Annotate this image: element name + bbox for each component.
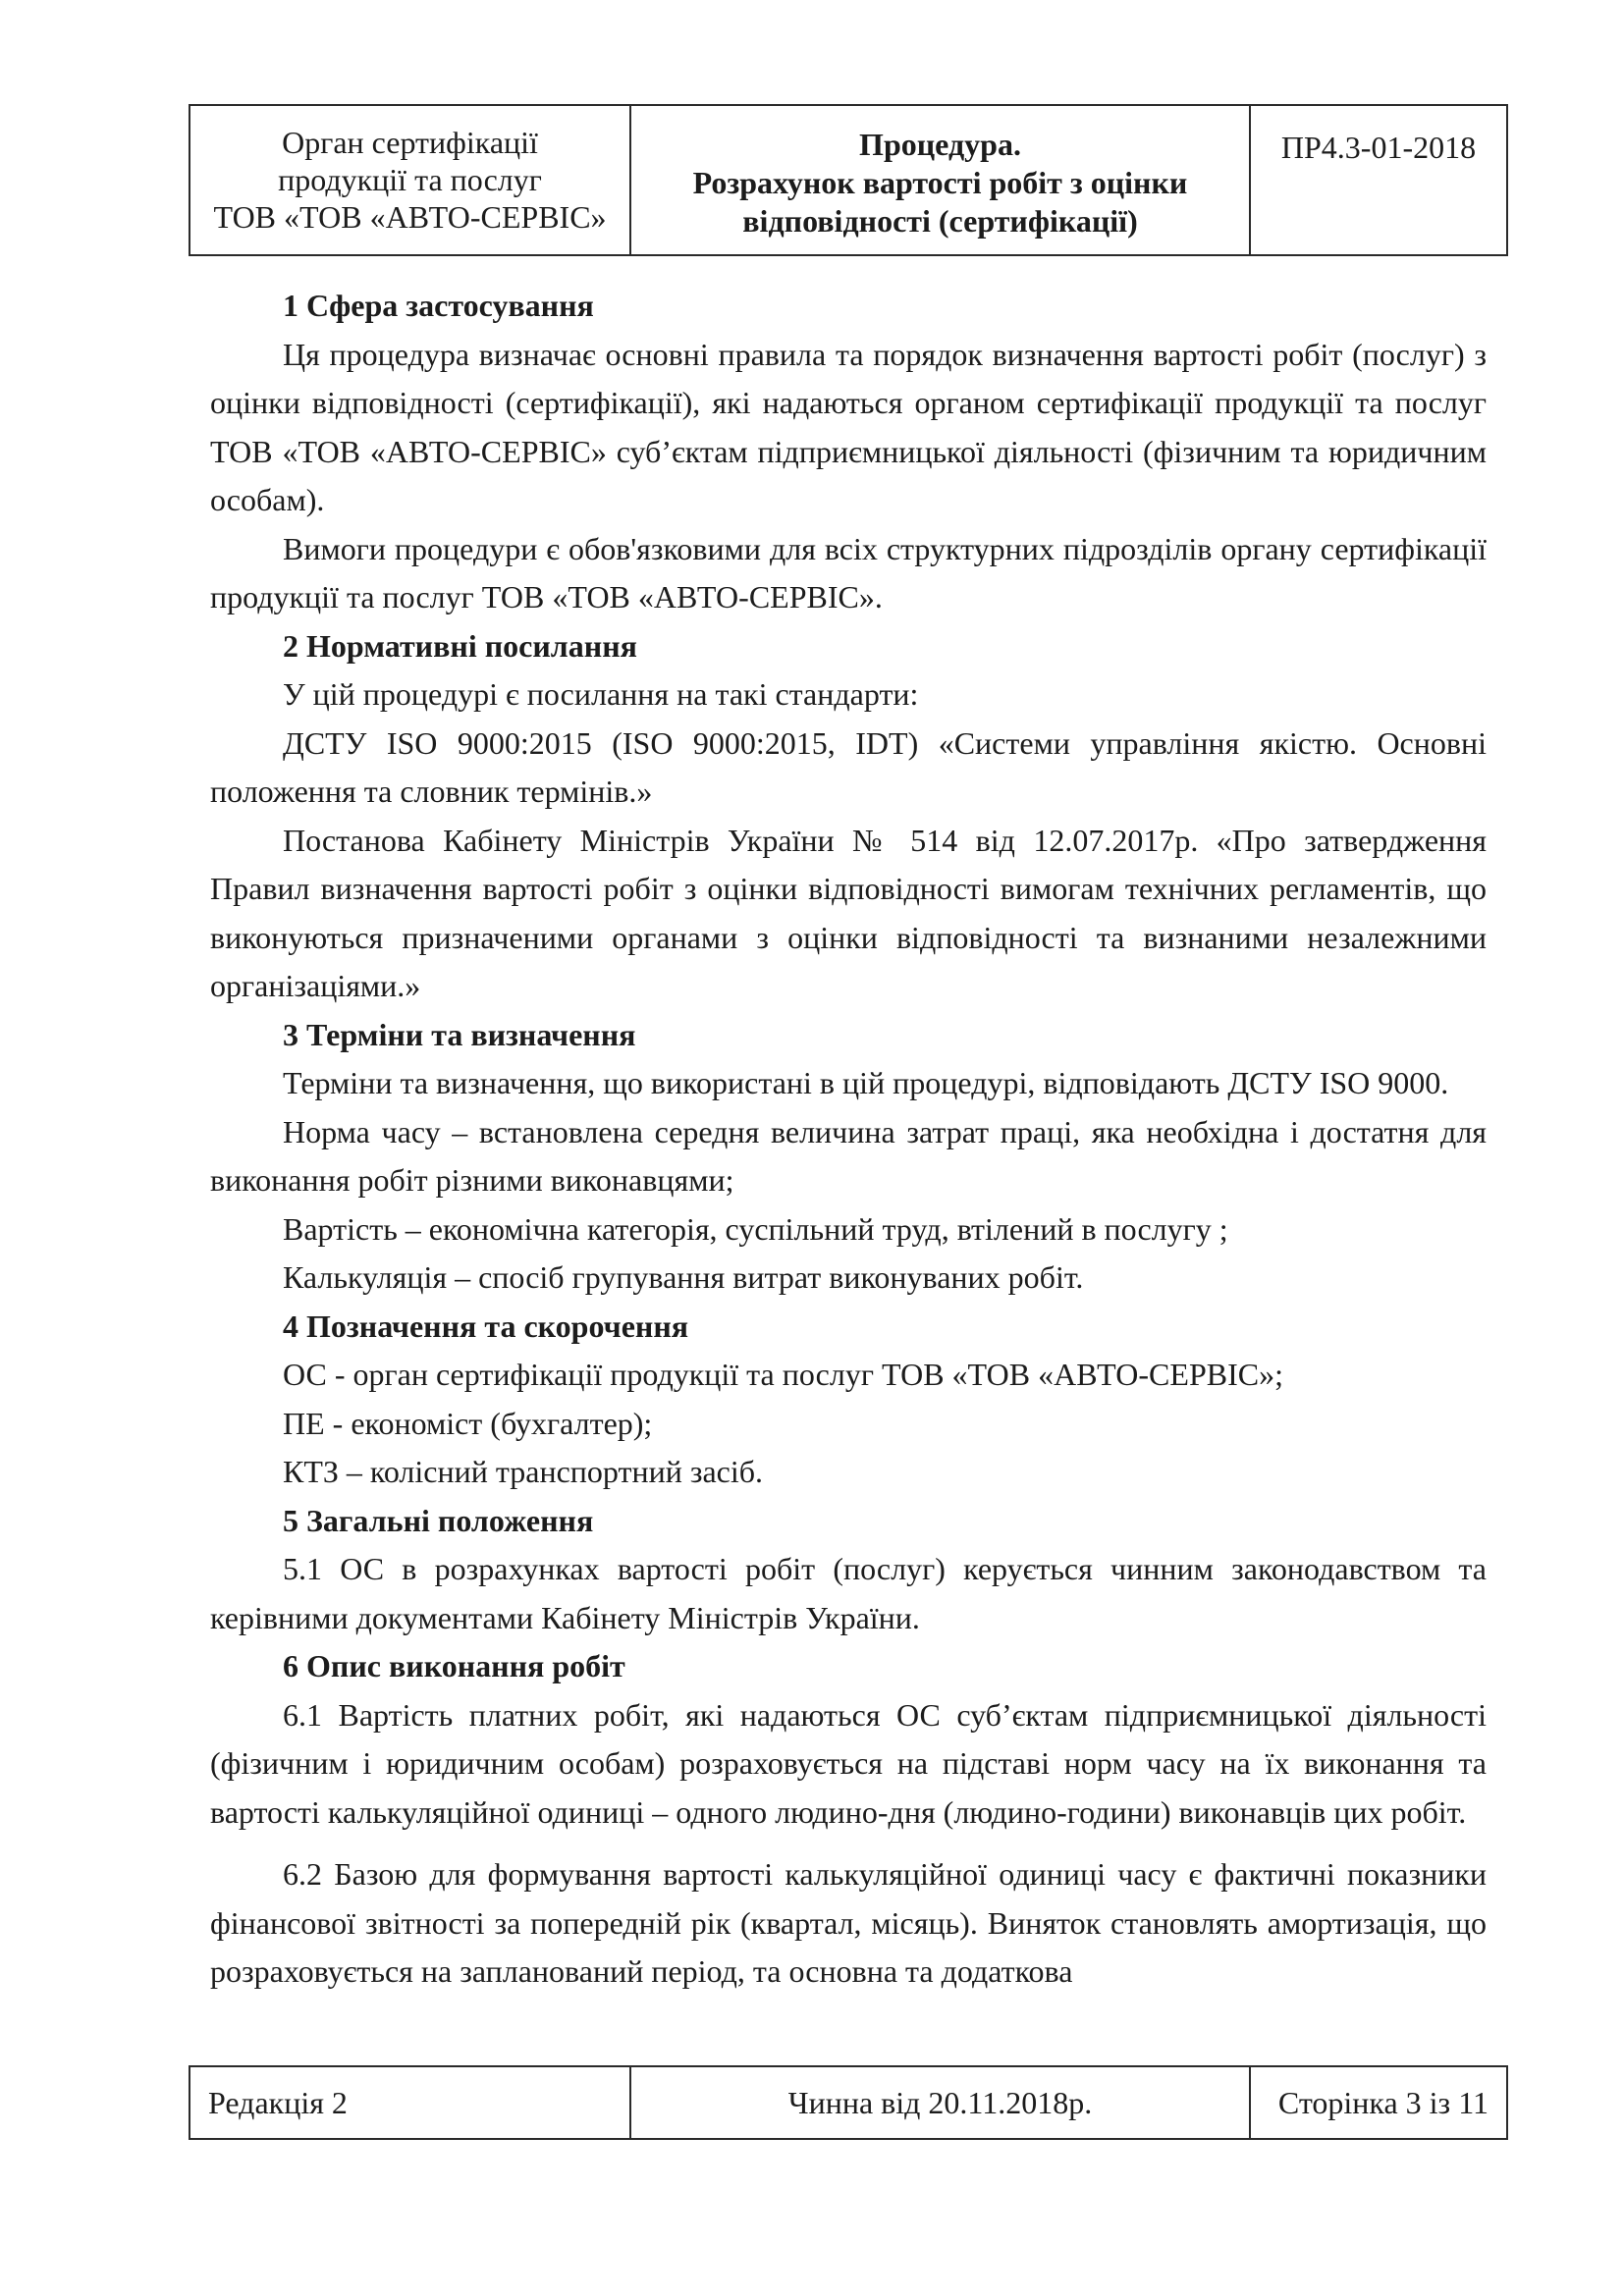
effective-date: Чинна від 20.11.2018р.	[787, 2084, 1093, 2120]
paragraph: Вартість – економічна категорія, суспільний труд, втілений в послугу ;	[283, 1210, 1228, 1247]
procedure-title-line-3: відповідності (сертифікації)	[742, 203, 1138, 239]
paragraph: Ця процедура визначає основні правила та порядок визначення вартості робіт (послуг) з оцінки відповідності (сертифікації), які надаються органом сертифікації продукції та послуг ТОВ «ТОВ «АВТО-СЕРВІС» суб’єктам підприємницької діяльності (фізичним та юридичним особам).	[210, 336, 1487, 517]
paragraph: КТЗ – колісний транспортний засіб.	[283, 1454, 764, 1489]
procedure-title-cell	[631, 106, 1251, 254]
page-number: Сторінка 3 із 11	[1277, 2084, 1489, 2120]
paragraph: Вимоги процедури є обов'язковими для всіх структурних підрозділів органу сертифікації продукції та послуг ТОВ «ТОВ «АВТО-СЕРВІС».	[210, 530, 1487, 614]
org-line-1: Орган сертифікації	[282, 125, 538, 160]
section-heading: 5 Загальні положення	[283, 1502, 594, 1538]
document-body	[210, 282, 1487, 1997]
paragraph: 6.2 Базою для формування вартості калькуляційної одиниці часу є фактичні показники фінансової звітності за попередній рік (квартал, місяць). Виняток становлять амортизація, що розраховується на запланований період, та основна та додаткова	[210, 1856, 1487, 1989]
org-line-2: продукції та послуг	[278, 162, 542, 197]
procedure-title-line-2: Розрахунок вартості робіт з оцінки	[692, 165, 1188, 200]
paragraph: У цій процедурі є посилання на такі стандарти:	[283, 676, 919, 712]
section-heading: 1 Сфера застосування	[283, 288, 594, 323]
page-number-cell	[1251, 2067, 1506, 2138]
procedure-title-line-1: Процедура.	[859, 127, 1021, 162]
paragraph: ОС - орган сертифікації продукції та послуг ТОВ «ТОВ «АВТО-СЕРВІС»;	[283, 1357, 1283, 1392]
paragraph: Постанова Кабінету Міністрів України № 514 від 12.07.2017р. «Про затвердження Правил визначення вартості робіт з оцінки відповідності вимогам технічних регламентів, що виконуються призначеними органами з оцінки відповідності та визнаними незалежними організаціями.»	[210, 822, 1487, 1003]
paragraph: Норма часу – встановлена середня величина затрат праці, яка необхідна і достатня для виконання робіт різними виконавцями;	[210, 1113, 1487, 1198]
document-code: ПР4.3-01-2018	[1280, 130, 1477, 165]
effective-date-cell	[631, 2067, 1251, 2138]
document-header-table	[189, 104, 1508, 256]
paragraph: 5.1 ОС в розрахунках вартості робіт (послуг) керується чинним законодавством та керівними документами Кабінету Міністрів України.	[210, 1551, 1487, 1635]
paragraph: Калькуляція – спосіб групування витрат виконуваних робіт.	[283, 1259, 1084, 1295]
org-line-3: ТОВ «ТОВ «АВТО-СЕРВІС»	[213, 199, 607, 235]
section-heading: 3 Терміни та визначення	[283, 1016, 636, 1052]
section-heading: 6 Опис виконання робіт	[283, 1648, 625, 1683]
section-heading: 2 Нормативні посилання	[283, 627, 637, 664]
edition-label: Редакція 2	[208, 2084, 348, 2120]
section-heading: 4 Позначення та скорочення	[283, 1308, 689, 1344]
document-footer-table	[189, 2065, 1508, 2140]
edition-cell	[190, 2067, 631, 2138]
certification-body-cell	[190, 106, 631, 254]
paragraph: ПЕ - економіст (бухгалтер);	[283, 1405, 653, 1441]
paragraph: 6.1 Вартість платних робіт, які надаються ОС суб’єктам підприємницької діяльності (фізичним і юридичним особам) розраховується на підставі норм часу на їх виконання та вартості калькуляційної одиниці – одного людино-дня (людино-години) виконавців цих робіт.	[210, 1696, 1487, 1830]
paragraph: Терміни та визначення, що використані в цій процедурі, відповідають ДСТУ ISO 9000.	[283, 1065, 1449, 1100]
paragraph: ДСТУ ISO 9000:2015 (ISO 9000:2015, IDT) «Системи управління якістю. Основні положення та словник термінів.»	[210, 724, 1487, 809]
document-code-cell	[1251, 106, 1506, 254]
